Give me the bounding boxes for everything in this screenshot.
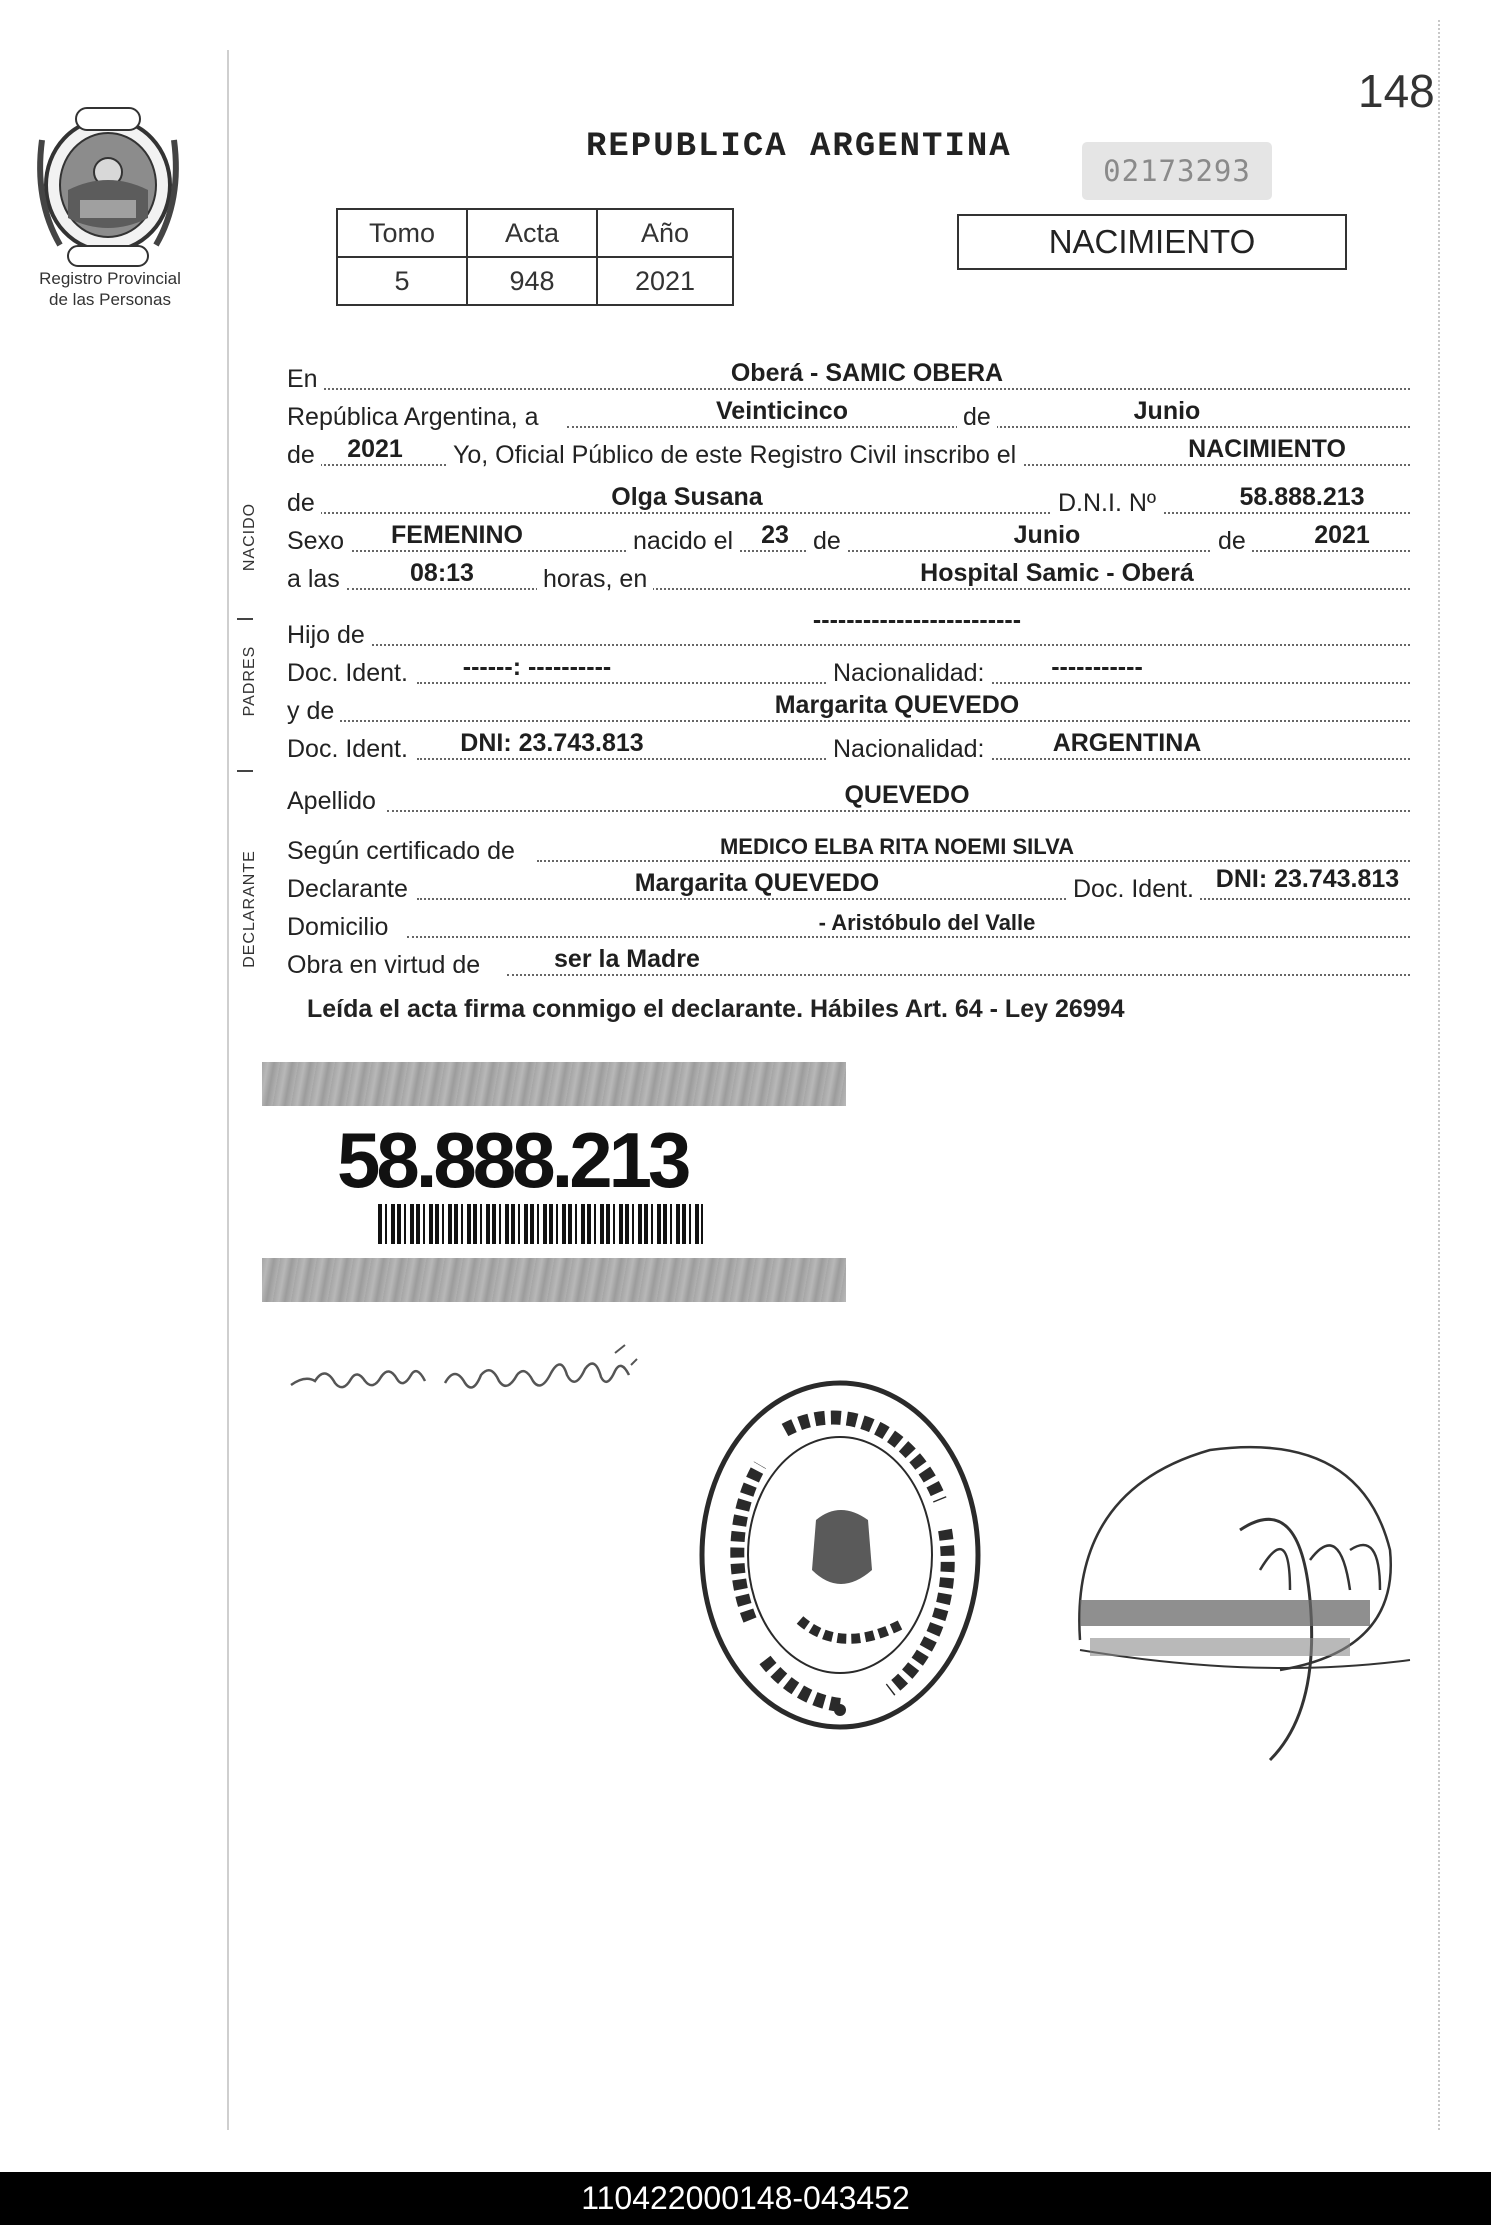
- value-birth-month: Junio: [1013, 521, 1081, 549]
- label-yo: Yo, Oficial Público de este Registro Civil inscribo el: [447, 441, 1022, 470]
- record-table: [336, 208, 734, 306]
- value-place: Oberá - SAMIC OBERA: [730, 359, 1004, 387]
- barcode-image: [378, 1204, 703, 1244]
- provincial-coat-of-arms-logo: [28, 100, 188, 275]
- registry-label: [10, 268, 210, 310]
- label-nacionalidad: Nacionalidad:: [827, 659, 991, 688]
- section-label-nacido: NACIDO: [241, 502, 258, 572]
- value-birth-day: 23: [761, 521, 789, 549]
- act-type-box: NACIMIENTO: [957, 214, 1347, 270]
- form-line-father-doc: [287, 652, 1410, 690]
- form-line-certificate: [287, 830, 1410, 868]
- value-father-doc: ------: ----------: [462, 653, 612, 681]
- official-round-stamp: [690, 1370, 990, 1740]
- record-value-acta: 948: [467, 257, 597, 305]
- label-domicilio: Domicilio: [287, 913, 394, 942]
- section-label-padres: PADRES: [241, 645, 258, 717]
- label-dni: D.N.I. Nº: [1052, 489, 1162, 518]
- record-table-value-row: [337, 257, 733, 305]
- barcode-band-top: [262, 1062, 846, 1106]
- label-de-birth-year: de: [1212, 527, 1252, 556]
- value-birth-year: 2021: [1314, 521, 1370, 549]
- value-certificate: MEDICO ELBA RITA NOEMI SILVA: [719, 834, 1075, 859]
- record-table-header-row: [337, 209, 733, 257]
- value-declarant: Margarita QUEVEDO: [634, 869, 880, 897]
- declarant-signature: [285, 1335, 685, 1415]
- label-republica: República Argentina, a: [287, 403, 545, 432]
- form-line-capacity: [287, 944, 1410, 982]
- value-mother-name: Margarita QUEVEDO: [774, 691, 1020, 719]
- label-sexo: Sexo: [287, 527, 350, 556]
- form-line-child-name: [287, 482, 1410, 520]
- record-header-tomo: Tomo: [337, 209, 467, 257]
- value-time: 08:13: [410, 559, 474, 587]
- value-sex: FEMENINO: [391, 521, 523, 549]
- value-surname: QUEVEDO: [844, 781, 970, 809]
- label-en: En: [287, 365, 324, 394]
- value-declarant-doc: DNI: 23.743.813: [1215, 865, 1400, 893]
- value-father-nationality: -----------: [1051, 653, 1143, 681]
- section-label-declarante: DECLARANTE: [241, 850, 258, 968]
- value-birth-place: Hospital Samic - Oberá: [920, 559, 1194, 587]
- value-father-name: -------------------------: [812, 606, 1022, 634]
- page-number: 148: [1358, 65, 1435, 117]
- section-divider: [237, 618, 253, 620]
- closing-statement: Leída el acta firma conmigo el declarante. Hábiles Art. 64 - Ley 26994: [307, 995, 1125, 1023]
- authorized-official-signature: [1060, 1410, 1440, 1770]
- label-de-month: de: [807, 527, 847, 556]
- right-margin-dots: [1438, 20, 1440, 2130]
- value-day-text: Veinticinco: [716, 397, 848, 425]
- registry-label-line1: Registro Provincial: [39, 269, 181, 288]
- section-divider: [237, 770, 253, 772]
- form-line-inscription: [287, 434, 1410, 472]
- label-certificado: Según certificado de: [287, 837, 521, 866]
- label-apellido: Apellido: [287, 787, 382, 816]
- value-dni: 58.888.213: [1239, 483, 1365, 511]
- value-event: NACIMIENTO: [1188, 435, 1346, 463]
- footer-code-bar: 110422000148-043452: [0, 2172, 1491, 2225]
- record-header-acta: Acta: [467, 209, 597, 257]
- label-horas: horas, en: [537, 565, 653, 594]
- form-line-father: [287, 606, 1410, 652]
- value-mother-nationality: ARGENTINA: [1052, 729, 1202, 757]
- label-de-name: de: [287, 489, 321, 518]
- serial-number-stamp: 02173293: [1082, 142, 1272, 200]
- value-mother-doc: DNI: 23.743.813: [460, 729, 644, 757]
- form-line-mother: [287, 690, 1410, 728]
- label-nacionalidad-mother: Nacionalidad:: [827, 735, 991, 764]
- record-header-ano: Año: [597, 209, 733, 257]
- form-line-date: [287, 396, 1410, 434]
- registry-label-line2: de las Personas: [49, 290, 171, 309]
- label-obra: Obra en virtud de: [287, 951, 486, 980]
- record-value-ano: 2021: [597, 257, 733, 305]
- left-margin-line: [227, 50, 229, 2130]
- value-child-name: Olga Susana: [611, 483, 763, 511]
- form-line-surname: [287, 780, 1410, 818]
- label-doc-ident-declarant: Doc. Ident.: [1067, 875, 1200, 904]
- record-value-tomo: 5: [337, 257, 467, 305]
- value-capacity: ser la Madre: [554, 945, 700, 973]
- form-line-declarant: [287, 865, 1410, 906]
- form-line-time-place: [287, 558, 1410, 596]
- label-de-year: de: [287, 441, 321, 470]
- form-line-address: [287, 906, 1410, 944]
- value-month: Junio: [1133, 397, 1201, 425]
- label-nacido-el: nacido el: [627, 527, 739, 556]
- label-declarante: Declarante: [287, 875, 414, 904]
- value-address: - Aristóbulo del Valle: [818, 910, 1036, 935]
- label-doc-ident: Doc. Ident.: [287, 659, 414, 688]
- form-line-place: [287, 358, 1410, 396]
- label-a-las: a las: [287, 565, 346, 594]
- label-hijo-de: Hijo de: [287, 621, 371, 650]
- id-number: 58.888.213: [337, 1116, 688, 1204]
- barcode-band-bottom: [262, 1258, 846, 1302]
- value-year: 2021: [347, 435, 403, 463]
- form-line-sex-birthdate: [287, 520, 1410, 558]
- label-doc-ident-mother: Doc. Ident.: [287, 735, 414, 764]
- form-line-mother-doc: [287, 728, 1410, 766]
- label-y-de: y de: [287, 697, 340, 726]
- label-de: de: [957, 403, 997, 432]
- document-title: REPUBLICA ARGENTINA: [586, 128, 1012, 166]
